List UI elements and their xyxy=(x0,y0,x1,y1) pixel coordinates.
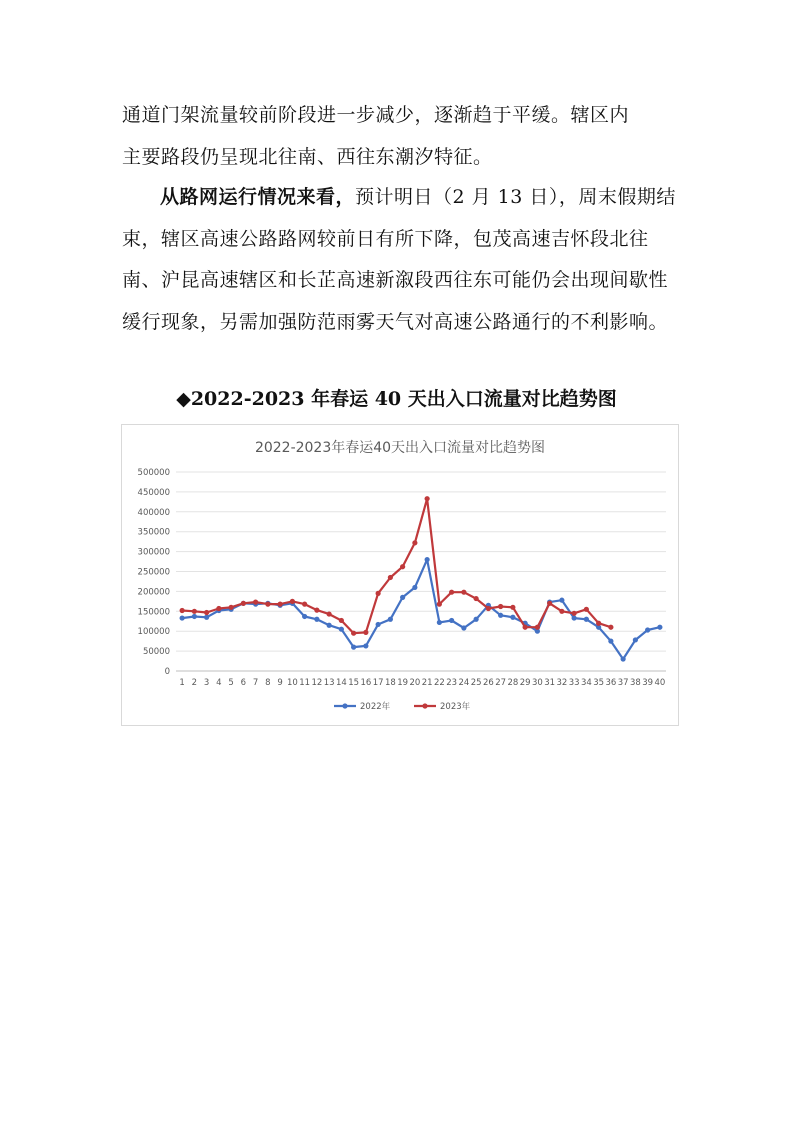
data-point xyxy=(437,602,442,607)
data-point xyxy=(351,631,356,636)
data-point xyxy=(192,614,197,619)
y-tick-label: 300000 xyxy=(137,547,170,558)
data-point xyxy=(621,656,626,661)
x-tick-label: 27 xyxy=(495,678,507,688)
x-tick-label: 24 xyxy=(458,678,470,688)
data-point xyxy=(412,585,417,590)
data-point xyxy=(388,617,393,622)
data-point xyxy=(204,615,209,620)
series-1 xyxy=(180,557,663,662)
data-point xyxy=(608,639,613,644)
x-tick-label: 3 xyxy=(203,678,210,688)
x-tick-label: 13 xyxy=(323,678,335,688)
x-tick-label: 28 xyxy=(507,678,519,688)
series-2 xyxy=(180,496,614,636)
data-point xyxy=(559,598,564,603)
data-point xyxy=(461,625,466,630)
y-tick-label: 500000 xyxy=(137,468,170,478)
x-tick-label: 20 xyxy=(409,678,421,688)
data-point xyxy=(302,602,307,607)
x-tick-label: 14 xyxy=(335,678,347,688)
data-point xyxy=(363,643,368,648)
data-point xyxy=(572,615,577,620)
data-point xyxy=(229,605,234,610)
x-tick-label: 30 xyxy=(531,678,543,688)
data-point xyxy=(265,602,270,607)
x-tick-label: 23 xyxy=(446,678,458,688)
data-point xyxy=(633,637,638,642)
x-tick-label: 39 xyxy=(642,678,654,688)
data-point xyxy=(376,622,381,627)
y-tick-label: 50000 xyxy=(142,647,170,658)
data-point xyxy=(216,606,221,611)
x-tick-label: 4 xyxy=(216,678,222,688)
data-point xyxy=(437,620,442,625)
data-point xyxy=(461,590,466,595)
x-tick-label: 15 xyxy=(348,678,360,688)
data-point xyxy=(351,645,356,650)
data-point xyxy=(241,601,246,606)
data-point xyxy=(498,613,503,618)
paragraph-2 xyxy=(122,177,682,343)
data-point xyxy=(412,540,417,545)
data-point xyxy=(180,608,185,613)
x-tick-label: 38 xyxy=(629,678,641,688)
data-point xyxy=(339,627,344,632)
x-tick-label: 31 xyxy=(544,678,556,688)
x-tick-label: 12 xyxy=(311,678,323,688)
data-point xyxy=(278,602,283,607)
data-point xyxy=(474,617,479,622)
data-point xyxy=(510,605,515,610)
data-point xyxy=(302,614,307,619)
y-tick-label: 350000 xyxy=(137,527,170,538)
data-point xyxy=(547,601,552,606)
x-tick-label: 25 xyxy=(470,678,482,688)
x-tick-label: 29 xyxy=(519,678,531,688)
paragraph-2-body: 预计明日（2 月 13 日），周末假期结束，辖区高速公路路网较前日有所下降，包茂高速吉怀段北往南、沪昆高速辖区和长芷高速新溆段西往东可能仍会出现间歇性缓行现象，另需加强防范雨雾天气对高速公路通行的不利影响。 xyxy=(122,186,676,333)
legend-marker xyxy=(422,703,427,708)
data-point xyxy=(327,623,332,628)
data-point xyxy=(486,606,491,611)
chart-heading: ◆2022-2023 年春运 40 天出入口流量对比趋势图 xyxy=(176,388,617,410)
data-point xyxy=(400,564,405,569)
data-point xyxy=(449,590,454,595)
x-tick-label: 35 xyxy=(593,678,605,688)
paragraph-2-lead: 从路网运行情况来看， xyxy=(160,186,356,208)
x-tick-label: 22 xyxy=(433,678,445,688)
x-tick-label: 2 xyxy=(191,678,198,688)
data-point xyxy=(584,607,589,612)
data-point xyxy=(180,615,185,620)
x-tick-label: 8 xyxy=(265,678,271,688)
x-tick-label: 37 xyxy=(617,678,629,688)
data-point xyxy=(645,627,650,632)
x-tick-label: 33 xyxy=(568,678,580,688)
data-point xyxy=(314,608,319,613)
x-tick-label: 5 xyxy=(228,678,234,688)
legend-marker xyxy=(342,703,347,708)
x-axis-ticks xyxy=(179,678,665,688)
x-tick-label: 1 xyxy=(179,678,185,688)
x-tick-label: 19 xyxy=(397,678,409,688)
data-point xyxy=(523,625,528,630)
data-point xyxy=(608,625,613,630)
data-point xyxy=(204,610,209,615)
y-tick-label: 450000 xyxy=(137,487,170,498)
data-point xyxy=(192,609,197,614)
x-tick-label: 21 xyxy=(421,678,433,688)
x-tick-label: 34 xyxy=(580,678,592,688)
paragraph-1-line-2: 主要路段仍呈现北往南、西往东潮汐特征。 xyxy=(122,145,493,168)
x-tick-label: 9 xyxy=(277,678,283,688)
data-point xyxy=(657,625,662,630)
data-point xyxy=(253,600,258,605)
y-tick-label: 250000 xyxy=(137,567,170,578)
y-tick-label: 150000 xyxy=(137,607,170,618)
paragraph-1 xyxy=(122,95,682,178)
x-tick-label: 26 xyxy=(482,678,494,688)
x-tick-label: 40 xyxy=(654,678,666,688)
x-tick-label: 6 xyxy=(240,678,247,688)
x-tick-label: 11 xyxy=(299,678,311,688)
legend-label: 2022年 xyxy=(360,702,391,712)
data-point xyxy=(327,611,332,616)
y-tick-label: 0 xyxy=(164,667,170,677)
y-tick-label: 100000 xyxy=(137,627,170,638)
x-tick-label: 18 xyxy=(384,678,396,688)
x-tick-label: 7 xyxy=(252,678,259,688)
data-point xyxy=(339,618,344,623)
x-tick-label: 16 xyxy=(360,678,372,688)
data-point xyxy=(510,615,515,620)
y-tick-label: 200000 xyxy=(137,587,170,598)
data-point xyxy=(535,625,540,630)
data-point xyxy=(290,599,295,604)
x-tick-label: 36 xyxy=(605,678,617,688)
paragraph-1-line-1: 通道门架流量较前阶段进一步减少，逐渐趋于平缓。辖区内 xyxy=(122,104,630,126)
data-point xyxy=(388,575,393,580)
data-point xyxy=(425,557,430,562)
chart-title: 2022-2023年春运40天出入口流量对比趋势图 xyxy=(254,440,546,456)
series-line xyxy=(182,499,611,634)
chart-legend xyxy=(334,701,471,712)
data-point xyxy=(474,596,479,601)
data-point xyxy=(572,611,577,616)
data-point xyxy=(498,604,503,609)
y-tick-label: 400000 xyxy=(137,507,170,518)
data-point xyxy=(559,609,564,614)
data-point xyxy=(596,621,601,626)
legend-label: 2023年 xyxy=(440,702,471,712)
x-tick-label: 32 xyxy=(556,678,568,688)
chart-container xyxy=(121,424,679,726)
x-tick-label: 17 xyxy=(372,678,384,688)
data-point xyxy=(363,630,368,635)
chart-series xyxy=(180,496,663,662)
data-point xyxy=(425,496,430,501)
x-tick-label: 10 xyxy=(286,678,298,688)
data-point xyxy=(449,618,454,623)
data-point xyxy=(400,595,405,600)
data-point xyxy=(314,617,319,622)
data-point xyxy=(584,617,589,622)
line-chart xyxy=(122,425,678,725)
y-axis-ticks xyxy=(138,468,170,677)
data-point xyxy=(376,591,381,596)
